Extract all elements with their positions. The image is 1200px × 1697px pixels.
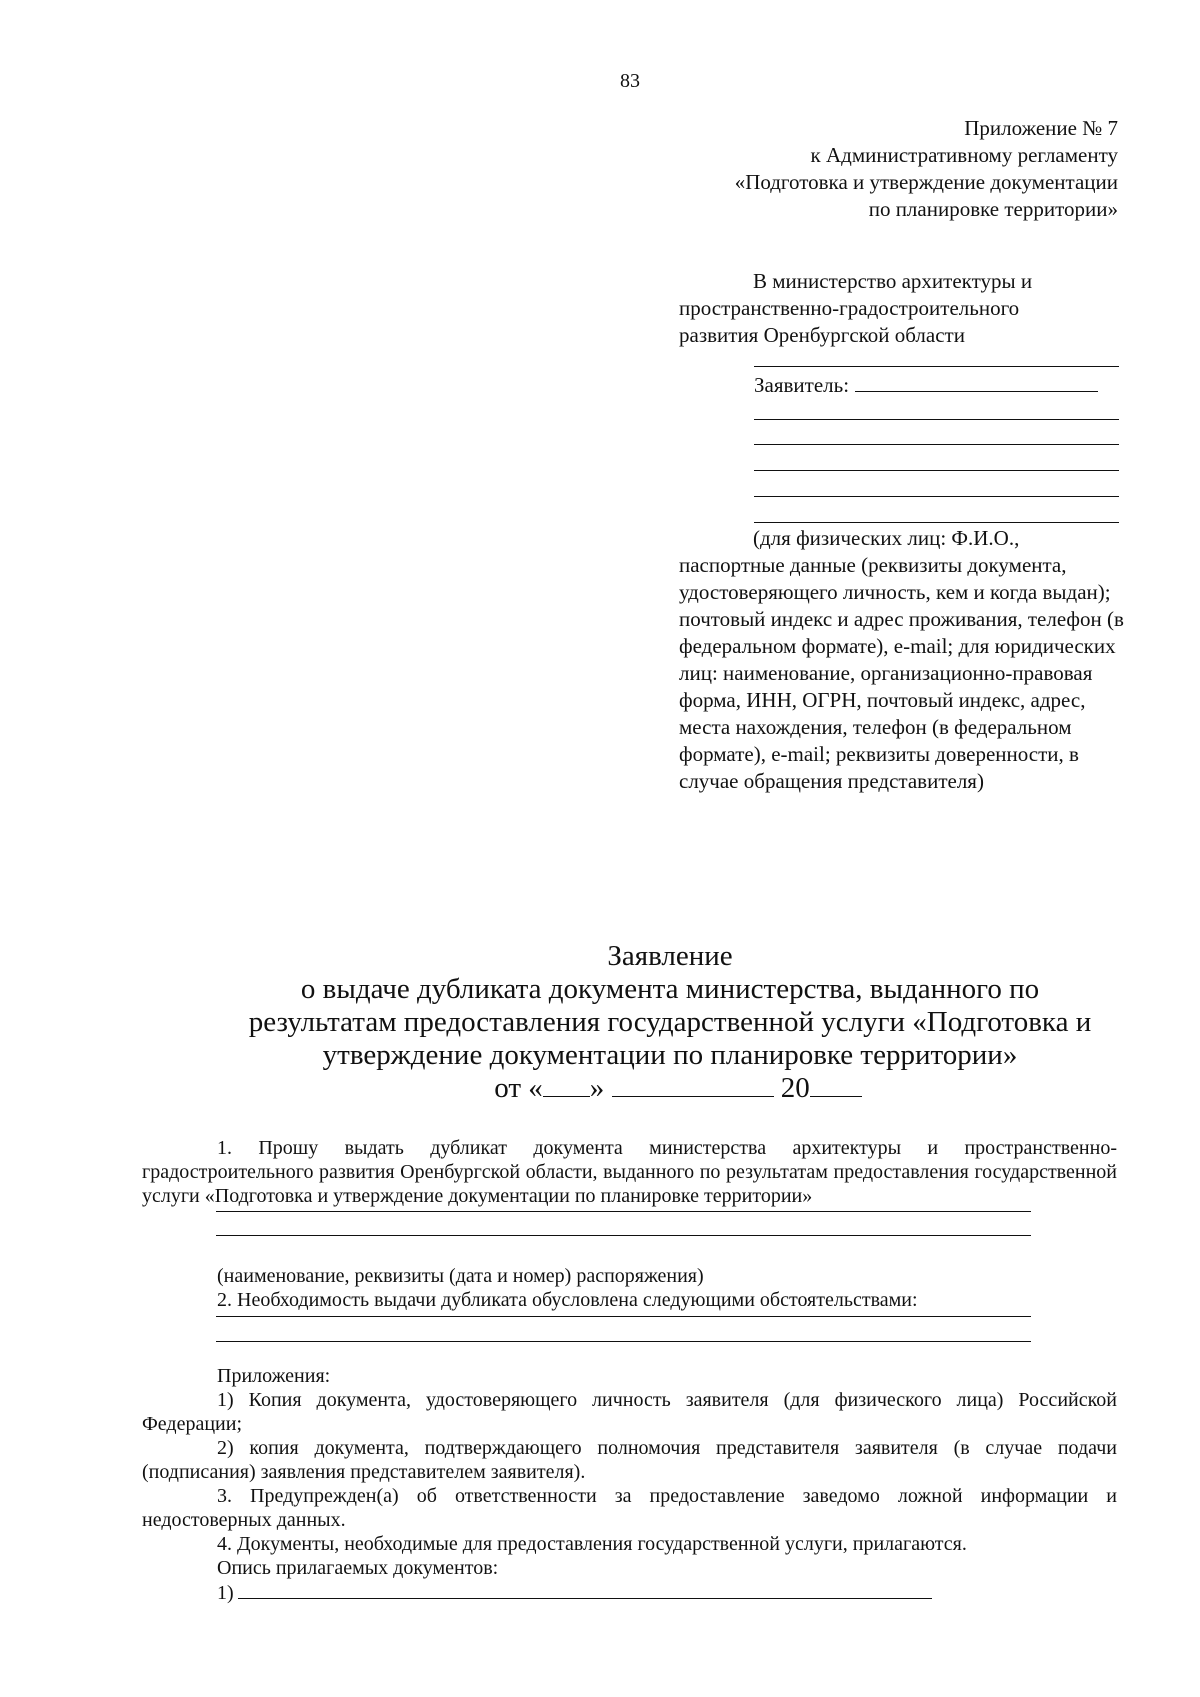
attachment-1: 1) Копия документа, удостоверяющего личность заявителя (для физического лица) Российской Федерации; <box>142 1389 1117 1435</box>
applicant-fill-line-1[interactable] <box>754 419 1119 420</box>
circumstances-lines-spacer <box>142 1312 1117 1364</box>
applicant-input[interactable] <box>855 373 1098 392</box>
date-prefix: от « <box>494 1072 543 1104</box>
title-line-3: результатам предоставления государственной услуги «Подготовка и <box>248 1006 1092 1038</box>
title-line-2: о выдаче дубликата документа министерства, выданного по <box>300 973 1040 1005</box>
appendix-line-1: Приложение № 7 <box>964 116 1118 140</box>
applicant-fill-line-2[interactable] <box>754 444 1119 445</box>
paragraph-3: 3. Предупрежден(а) об ответственности за предоставление заведомо ложной информации и недостоверных данных. <box>142 1485 1117 1531</box>
circumstances-fill-line-1[interactable] <box>216 1316 1031 1317</box>
order-lines-spacer <box>142 1208 1117 1264</box>
addressee-block <box>679 268 1129 349</box>
attachments-label: Приложения: <box>217 1365 331 1387</box>
page-number: 83 <box>620 70 640 92</box>
applicant-fill-line-5[interactable] <box>754 522 1119 523</box>
applicant-fill-line-3[interactable] <box>754 470 1119 471</box>
addressee-fill-line[interactable] <box>754 366 1119 367</box>
applicant-fill-line-4[interactable] <box>754 496 1119 497</box>
inventory-item-1-input[interactable] <box>238 1580 932 1599</box>
title-date-line <box>100 1072 1200 1105</box>
applicant-label: Заявитель: <box>754 373 850 397</box>
applicant-hint-text: (для физических лиц: Ф.И.О., паспортные данные (реквизиты документа, удостоверяющего личность, кем и когда выдан); почтовый индекс и адрес проживания, телефон (в федеральном формате), e-mail; для юридических лиц: наименование, организационно-правовая форма, ИНН, ОГРН, почтовый индекс, адрес, места нахождения, телефон (в федеральном формате), e-mail; реквизиты доверенности, в случае обращения представителя) <box>679 526 1124 793</box>
date-mid: » <box>589 1072 605 1104</box>
addressee-line-2: пространственно-градостроительного <box>679 296 1020 320</box>
date-year-input[interactable] <box>810 1072 862 1097</box>
date-day-input[interactable] <box>543 1072 590 1097</box>
applicant-row <box>754 373 1098 398</box>
document-title <box>100 940 1200 1105</box>
appendix-line-3: «Подготовка и утверждение документации <box>734 170 1118 194</box>
appendix-line-2: к Административному регламенту <box>810 143 1118 167</box>
circumstances-fill-line-2[interactable] <box>216 1341 1031 1342</box>
addressee-line-3: развития Оренбургской области <box>679 323 965 347</box>
order-fill-line-1[interactable] <box>216 1211 1031 1212</box>
title-line-1: Заявление <box>607 940 733 972</box>
paragraph-1: 1. Прошу выдать дубликат документа министерства архитектуры и пространственно-градостроительного развития Оренбургской области, выданного по результатам предоставления государственной услуги «Подготовка и утверждение документации по планировке территории» <box>142 1137 1117 1207</box>
document-body <box>142 1136 1117 1605</box>
paragraph-2: 2. Необходимость выдачи дубликата обусловлена следующими обстоятельствами: <box>217 1289 918 1311</box>
date-year-prefix: 20 <box>780 1072 810 1104</box>
order-caption: (наименование, реквизиты (дата и номер) распоряжения) <box>217 1265 704 1287</box>
inventory-item-1-number: 1) <box>217 1582 234 1604</box>
attachment-2: 2) копия документа, подтверждающего полномочия представителя заявителя (в случае подачи (подписания) заявления представителем заявителя). <box>142 1437 1117 1483</box>
appendix-line-4: по планировке территории» <box>868 197 1118 221</box>
inventory-label: Опись прилагаемых документов: <box>217 1557 499 1579</box>
inventory-item-1 <box>142 1580 1117 1605</box>
date-month-input[interactable] <box>612 1072 774 1097</box>
title-line-4: утверждение документации по планировке территории» <box>322 1039 1018 1071</box>
paragraph-4: 4. Документы, необходимые для предоставления государственной услуги, прилагаются. <box>217 1533 967 1555</box>
applicant-hint <box>679 525 1129 795</box>
appendix-header <box>418 115 1118 223</box>
addressee-line-1: В министерство архитектуры и <box>753 269 1033 293</box>
order-fill-line-2[interactable] <box>216 1235 1031 1236</box>
